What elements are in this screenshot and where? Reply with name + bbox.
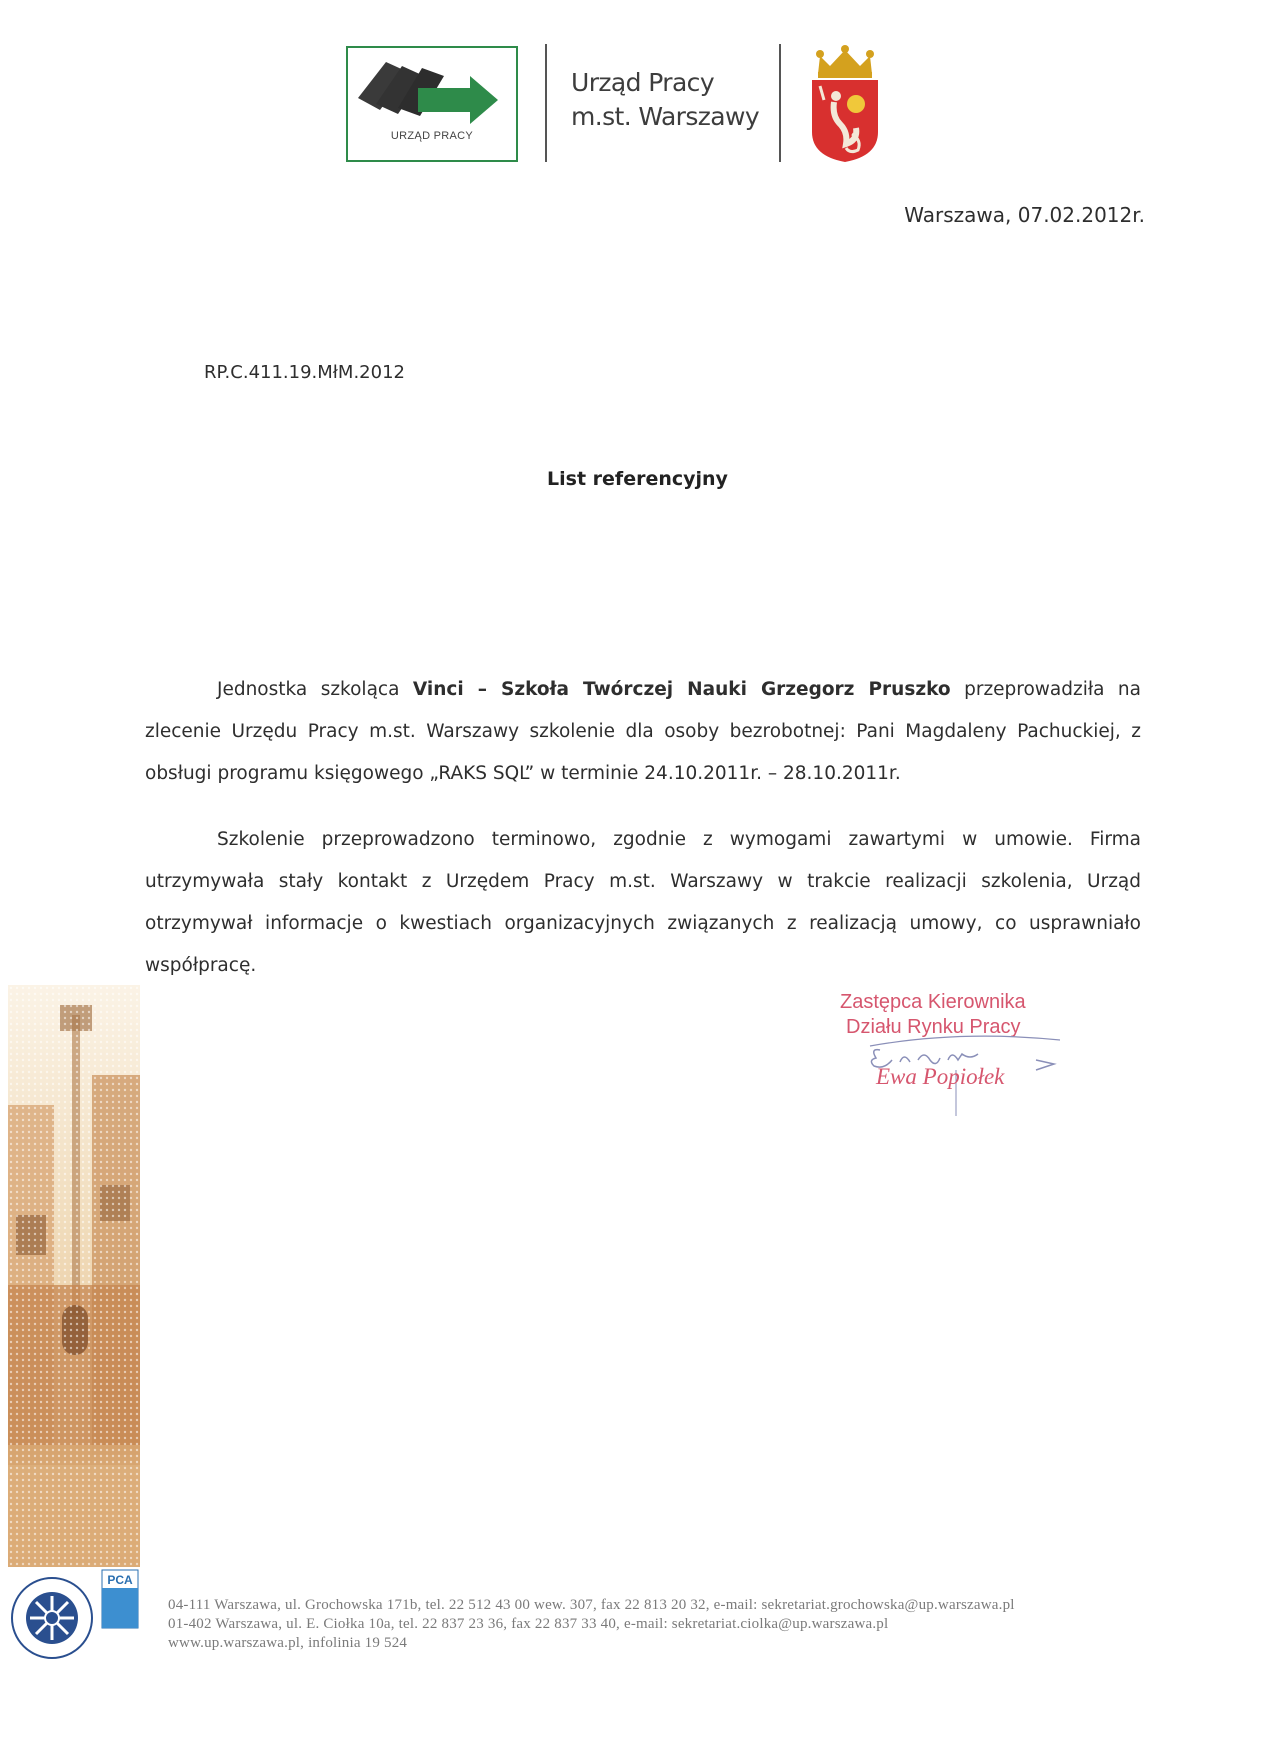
paragraph-1-intro: Jednostka szkoląca [217, 679, 413, 700]
warsaw-old-town-photo [8, 985, 140, 1567]
footer-website: www.up.warszawa.pl, infolinia 19 524 [168, 1635, 408, 1651]
reference-number: RP.C.411.19.MłM.2012 [204, 362, 405, 383]
certification-logos [10, 1568, 140, 1668]
pca-label: PCA [107, 1573, 133, 1587]
date-line: Warszawa, 07.02.2012r. [904, 203, 1145, 227]
header-divider [779, 44, 781, 162]
logo-caption: URZĄD PRACY [390, 130, 474, 142]
office-name [571, 66, 759, 134]
header-divider [545, 44, 547, 162]
signer-name: Ewa Popiołek [876, 1064, 1005, 1089]
stamp-line2: Działu Rynku Pracy [846, 1016, 1021, 1038]
warsaw-coat-of-arms-icon [806, 44, 884, 164]
paragraph-1 [145, 669, 1141, 795]
paragraph-2: Szkolenie przeprowadzono terminowo, zgodnie z wymogami zawartymi w umowie. Firma utrzymywała stały kontakt z Urzędem Pracy m.st. Warszawy w trakcie realizacji szkolenia, Urząd otrzymywał informacje o kwestiach organizacyjnych związanych z realizacją umowy, co usprawniało współpracę. [145, 829, 1141, 976]
footer-address-ciolka: 01-402 Warszawa, ul. E. Ciołka 10a, tel. 22 837 23 36, fax 22 837 33 40, e-mail: sekretariat.ciolka@up.warszawa.pl [168, 1616, 889, 1632]
paragraph-1-rest: przeprowadziła na zlecenie Urzędu Pracy m.st. Warszawy szkolenie dla osoby bezrobotnej: Pani Magdaleny Pachuckiej, z obsługi programu księgowego „RAKS SQL” w terminie 24.10.2011r. – 28.10.2011r. [145, 679, 1141, 784]
urzad-pracy-logo [346, 46, 518, 162]
logo-graphic [348, 48, 516, 160]
office-name-line1: Urząd Pracy [571, 68, 715, 97]
document-title: List referencyjny [547, 468, 728, 490]
footer-address-grochowska: 04-111 Warszawa, ul. Grochowska 171b, tel. 22 512 43 00 wew. 307, fax 22 813 20 32, e-mail: sekretariat.grochowska@up.warszawa.pl [168, 1597, 1015, 1613]
stamp-line1: Zastępca Kierownika [840, 991, 1026, 1013]
footer-contact [168, 1596, 1015, 1653]
office-name-line2: m.st. Warszawy [571, 102, 760, 131]
training-provider-name: Vinci – Szkoła Twórczej Nauki Grzegorz Pruszko [412, 679, 951, 700]
